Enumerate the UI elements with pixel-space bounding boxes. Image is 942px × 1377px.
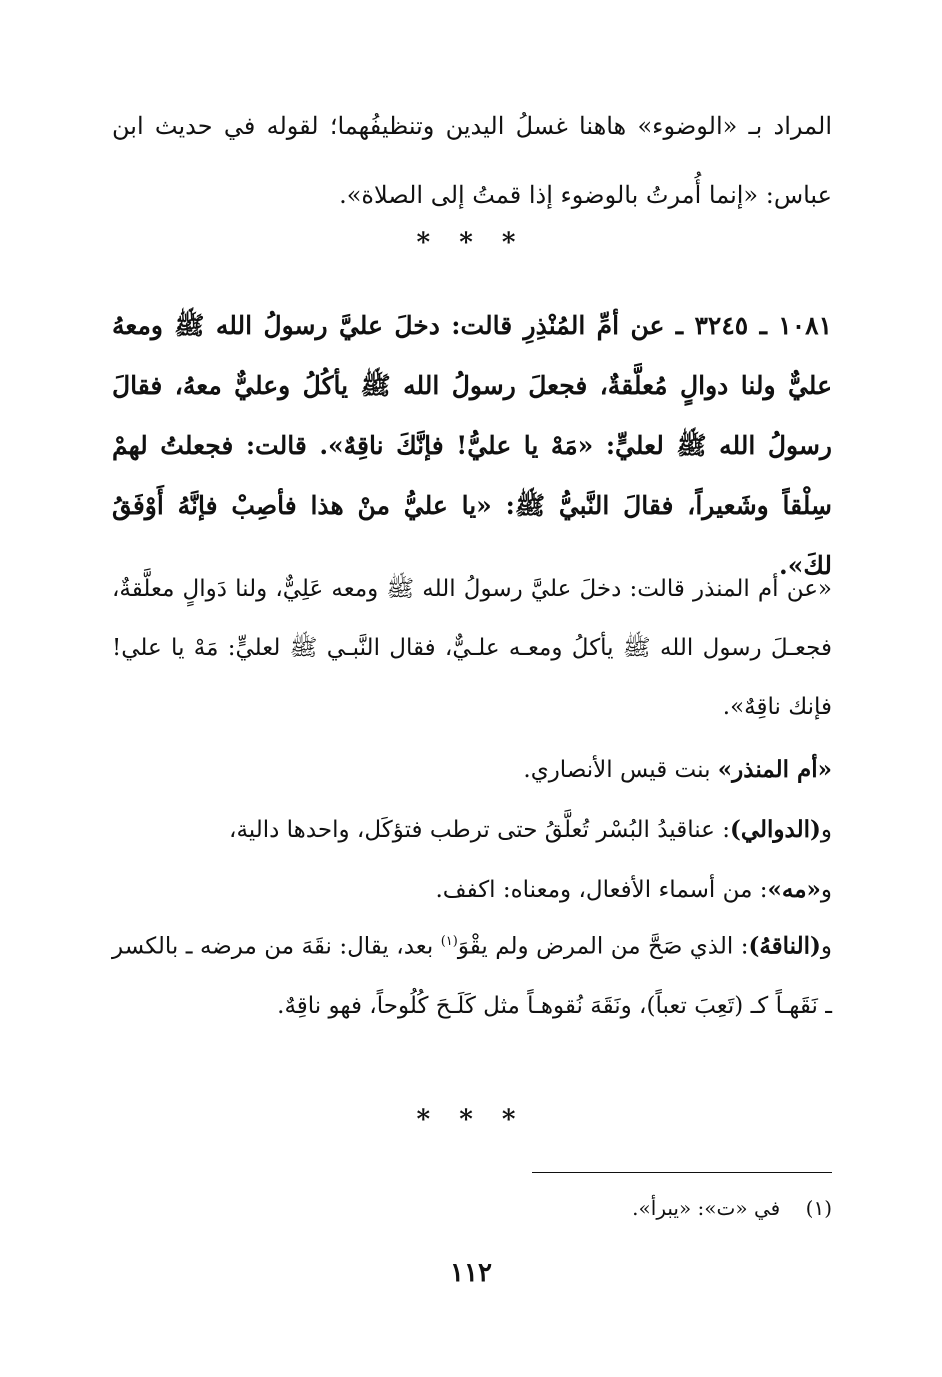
conjunction: و [820, 817, 832, 843]
footnote [632, 1188, 832, 1228]
term-naqih: (الناقهُ) [748, 932, 821, 960]
page-number: ١١٢ [450, 1258, 492, 1288]
conjunction: و [820, 877, 832, 903]
intro-paragraph [112, 92, 832, 230]
section-separator: * * * [416, 1105, 526, 1135]
definition-umm-almundhir [112, 740, 832, 800]
footnote-marker[interactable]: (١) [440, 934, 458, 949]
definition-dawali-mah [112, 800, 832, 920]
term-umm-almundhir: «أم المنذر» [717, 756, 832, 783]
section-separator: * * * [416, 228, 526, 258]
definition-text: بنت قيس الأنصاري. [523, 757, 718, 783]
term-dawali: (الدوالي) [729, 816, 821, 843]
conjunction: و [820, 933, 833, 960]
commentary-paragraph [112, 560, 832, 737]
term-mah: «مه» [767, 876, 821, 903]
commentary-text: «عن أم المنذر قالت: دخلَ عليَّ رسولُ الله ﷺ ومعه عَلِيٌّ، ولنا دَوالٍ معلَّقةٌ، فجعـلَ رسول الله ﷺ يأكلُ ومعـه علـيٌّ، فقال النَّبـي ﷺ لعليٍّ: مَهْ يا علي! فإنك ناقِهٌ». [112, 576, 832, 720]
definition-text: : من أسماء الأفعال، ومعناه: اكفف. [435, 877, 768, 903]
definition-text: بعد، يقال: نقَهَ من مرضه ـ بالكسر ـ نَقَهـاً كـ (تَعِبَ تعباً)، ونَقَهَ نُقوهـاً مثل كَلَـحَ كُلُوحاً، فهو ناقِهٌ. [112, 933, 832, 1019]
footnote-text: في «ت»: «يبرأ». [632, 1196, 781, 1220]
hadith-paragraph [112, 296, 832, 596]
footnote-divider [532, 1172, 832, 1173]
definition-naqih [112, 912, 832, 1036]
footnote-number: (١) [805, 1196, 832, 1220]
hadith-text: ١٠٨١ ـ ٣٢٤٥ ـ عن أمِّ المُنْذِرِ قالت: دخلَ عليَّ رسولُ الله ﷺ ومعهُ عليٌّ ولنا دوالٍ مُعلَّقةٌ، فجعلَ رسولُ الله ﷺ يأكُلُ وعليٌّ معهُ، فقالَ رسولُ الله ﷺ لعليٍّ: «مَهْ يا عليُّ! فإنَّكَ ناقِهٌ». قالت: فجعلتُ لهمْ سِلْقاً وشَعيراً، فقالَ النَّبيُّ ﷺ: «يا عليُّ منْ هذا فأصِبْ فإنَّهُ أَوْفَقُ لكَ». [112, 311, 832, 580]
definition-text: : عناقيدُ البُسْر تُعلَّقُ حتى ترطب فتؤكَل، واحدها دالية، [229, 817, 730, 843]
definition-text: : الذي صَحَّ من المرض ولم يقْوَ [457, 933, 749, 960]
intro-text: المراد بـ «الوضوء» هاهنا غسلُ اليدين وتنظيفُهما؛ لقوله في حديث ابن عباس: «إنما أُمرتُ بالوضوء إذا قمتُ إلى الصلاة». [112, 112, 832, 209]
